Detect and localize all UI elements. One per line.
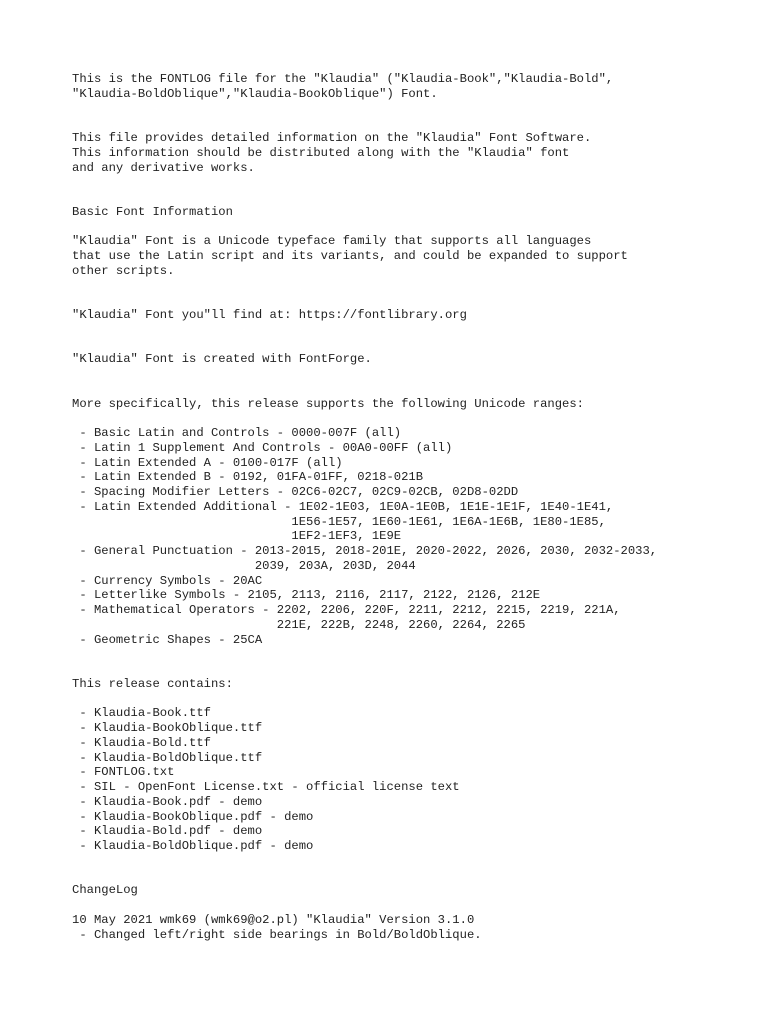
fontlog-text: This is the FONTLOG file for the "Klaudia" ("Klaudia-Book","Klaudia-Bold", "Klaudia-BoldOblique","Klaudia-BookOblique") Font. This file provides detailed information on the "Klaudia" Font Software. This information should be distributed along with the "Klaudia" font and any derivative works. Basic Font Information "Klaudia" Font is a Unicode typeface family that supports all languages that use the Latin script and its variants, and could be expanded to support other scripts. "Klaudia" Font you"ll find at: https://fontlibrary.org "Klaudia" Font is created with FontForge. More specifically, this release supports the following Unicode ranges: - Basic Latin and Controls - 0000-007F (all) - Latin 1 Supplement And Controls - 00A0-00FF (all) - Latin Extended A - 0100-017F (all) - Latin Extended B - 0192, 01FA-01FF, 0218-021B - Spacing Modifier Letters - 02C6-02C7, 02C9-02CB, 02D8-02DD - Latin Extended Additional - 1E02-1E03, 1E0A-1E0B, 1E1E-1E1F, 1E40-1E41, 1E56-1E57, 1E60-1E61, 1E6A-1E6B, 1E80-1E85, 1EF2-1EF3, 1E9E - General Punctuation - 2013-2015, 2018-201E, 2020-2022, 2026, 2030, 2032-2033, 2039, 203A, 203D, 2044 - Currency Symbols - 20AC - Letterlike Symbols - 2105, 2113, 2116, 2117, 2122, 2126, 212E - Mathematical Operators - 2202, 2206, 220F, 2211, 2212, 2215, 2219, 221A, 221E, 222B, 2248, 2260, 2264, 2265 - Geometric Shapes - 25CA This release contains: - Klaudia-Book.ttf - Klaudia-BookOblique.ttf - Klaudia-Bold.ttf - Klaudia-BoldOblique.ttf - FONTLOG.txt - SIL - OpenFont License.txt - official license text - Klaudia-Book.pdf - demo - Klaudia-BookOblique.pdf - demo - Klaudia-Bold.pdf - demo - Klaudia-BoldOblique.pdf - demo ChangeLog 10 May 2021 wmk69 (wmk69@o2.pl) "Klaudia" Version 3.1.0 - Changed left/right side bearings in Bold/BoldOblique. <box>72 72 658 942</box>
